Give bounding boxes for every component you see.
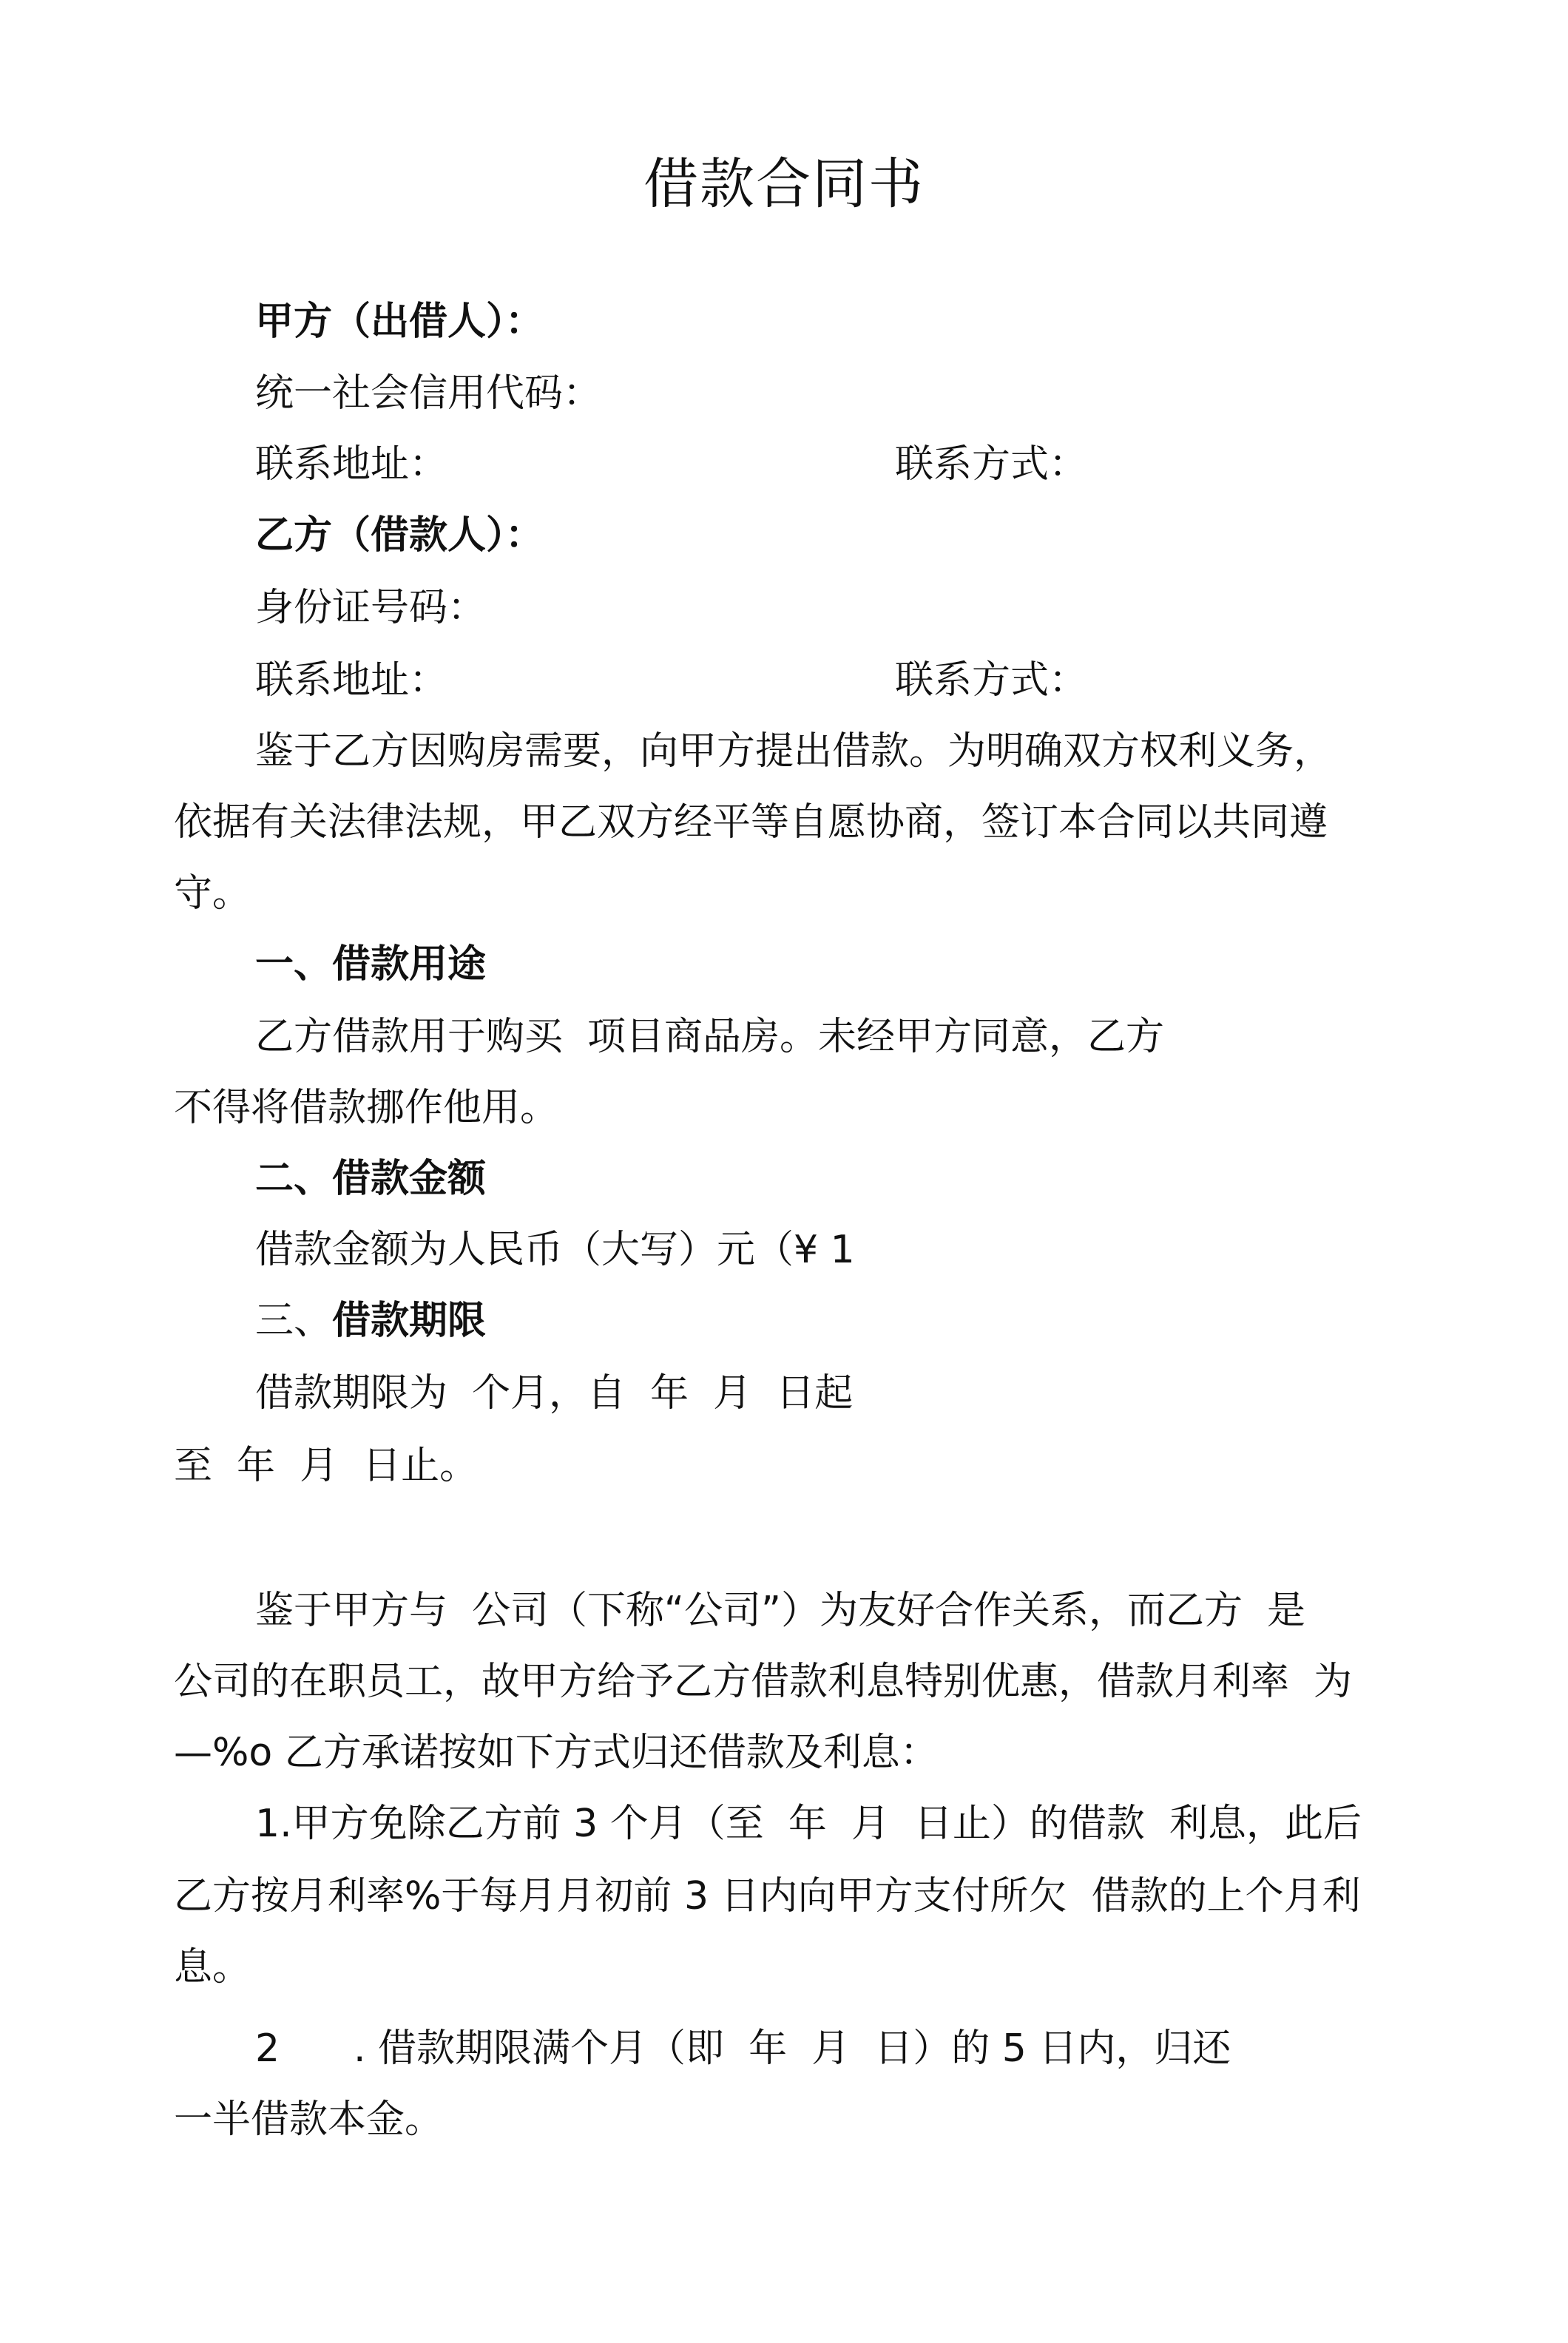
party-b-contact-label: 联系方式： [895,658,1088,703]
section-3-line-1: 借款期限为 个月，自 年 月 日起 [255,1371,854,1416]
interest-line-2: 公司的在职员工，故甲方给予乙方借款利息特别优惠，借款月利率 为 [174,1660,1353,1704]
preamble-line-1: 鉴于乙方因购房需要，向甲方提出借款。为明确双方权利义务， [255,729,1333,774]
item-2-line-2: 一半借款本金。 [174,2097,444,2142]
section-2-heading: 二、借款金额 [255,1157,487,1201]
party-b-address-label: 联系地址： [255,658,448,703]
section-1-line-1: 乙方借款用于购买 项目商品房。未经甲方同意，乙方 [255,1015,1165,1059]
preamble-line-2: 依据有关法律法规，甲乙双方经平等自愿协商，签订本合同以共同遵 [174,800,1328,845]
section-3-heading [255,1299,486,1343]
preamble-line-3: 守。 [174,871,251,916]
item-2-number: 2 [255,2026,280,2071]
item-1-line-3: 息。 [174,1945,251,1989]
document-title: 借款合同书 [643,152,925,216]
section-1-heading: 一、借款用途 [255,942,487,987]
party-a-address-label: 联系地址： [255,442,448,487]
party-b-heading: 乙方（借款人）： [255,513,544,558]
party-b-id-label: 身份证号码： [255,586,487,630]
section-3-line-2: 至 年 月 日止。 [174,1444,479,1488]
party-a-heading: 甲方（出借人）： [255,300,544,344]
section-3-heading-prefix: 三、 [255,1299,333,1343]
section-1-line-2: 不得将借款挪作他用。 [174,1086,559,1130]
item-1-line-1: 1.甲方免除乙方前 3 个月（至 年 月 日止）的借款 利息，此后 [255,1802,1362,1846]
party-a-contact-label: 联系方式： [895,442,1088,487]
item-1-line-2: 乙方按月利率%于每月月初前 3 日内向甲方支付所欠 借款的上个月利 [174,1874,1361,1918]
section-2-line-1: 借款金额为人民币（大写）元（¥ 1 [255,1228,855,1272]
section-3-heading-text: 借款期限 [332,1299,487,1343]
interest-line-3: —%o 乙方承诺按如下方式归还借款及利息： [174,1731,939,1775]
item-2-line-1: . 借款期限满个月（即 年 月 日）的 5 日内，归还 [354,2026,1231,2071]
party-a-credit-code-label: 统一社会信用代码： [255,371,602,416]
interest-line-1: 鉴于甲方与 公司（下称“公司”）为友好合作关系，而乙方 是 [255,1589,1305,1633]
